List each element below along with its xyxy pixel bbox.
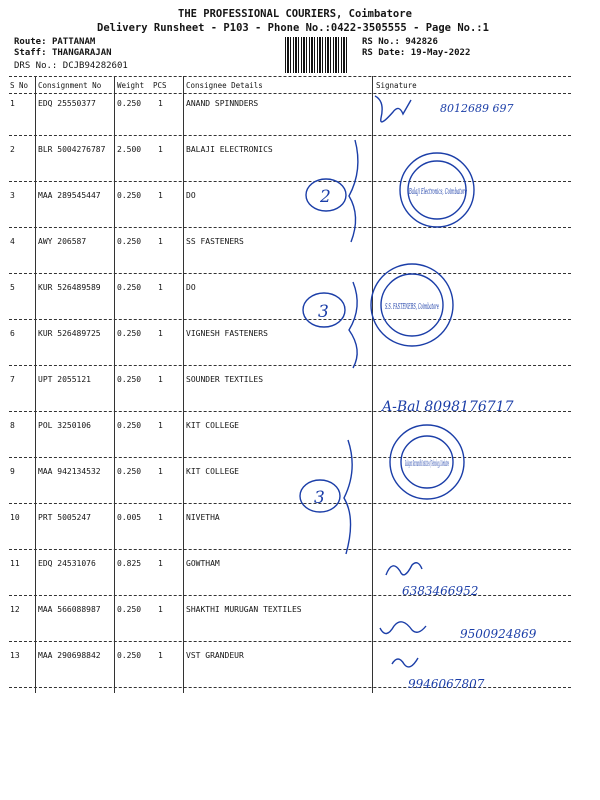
row-sno: 8 — [10, 421, 15, 430]
row-sno: 13 — [10, 651, 20, 660]
row-consignment: MAA 289545447 — [38, 191, 101, 200]
svg-text:Kalaignar Karunanidhi Institut: Kalaignar Karunanidhi Institute of Technology, Coimbatore — [404, 459, 450, 468]
circle-2-text: 2 — [320, 187, 331, 207]
row-weight: 0.250 — [117, 329, 142, 338]
row-consignee: DO — [186, 191, 196, 200]
row-pcs: 1 — [158, 513, 163, 522]
col-header-sno: S No — [10, 81, 29, 90]
circle-3b-text: 3 — [314, 488, 325, 508]
row-consignment: PRT 5005247 — [38, 513, 91, 522]
col-header-consignee: Consignee Details — [186, 81, 263, 90]
stamp-ss-fasteners — [371, 264, 453, 346]
row-consignment: EDQ 25550377 — [38, 99, 96, 108]
row-sno: 9 — [10, 467, 15, 476]
rs-date-value: 19-May-2022 — [410, 48, 471, 58]
row-sno: 6 — [10, 329, 15, 338]
row-consignment: UPT 2055121 — [38, 375, 91, 384]
row-pcs: 1 — [158, 191, 163, 200]
route-value: PATTANAM — [51, 37, 96, 47]
row-sno: 3 — [10, 191, 15, 200]
row-pcs: 1 — [158, 421, 163, 430]
handwritten-row12: 9500924869 — [460, 627, 537, 641]
drs-value: DCJB94282601 — [62, 61, 128, 71]
row-sno: 4 — [10, 237, 15, 246]
staff-label: Staff: — [14, 48, 47, 58]
handwritten-row1: 8012689 697 — [440, 102, 514, 115]
row-weight: 0.250 — [117, 651, 142, 660]
stamp-balaji-electronics — [400, 153, 474, 227]
row-weight: 0.250 — [117, 467, 142, 476]
row-weight: 0.250 — [117, 605, 142, 614]
row-pcs: 1 — [158, 237, 163, 246]
row-pcs: 1 — [158, 559, 163, 568]
row-consignee: DO — [186, 283, 196, 292]
row-consignment: MAA 942134532 — [38, 467, 101, 476]
signature-row13 — [392, 658, 418, 667]
row-consignee: SHAKTHI MURUGAN TEXTILES — [186, 605, 302, 614]
handwritten-row7: A-Bal 8098176717 — [382, 399, 514, 415]
row-weight: 0.825 — [117, 559, 142, 568]
route-label: Route: — [14, 37, 47, 47]
row-consignee: SS FASTENERS — [186, 237, 244, 246]
col-header-signature: Signature — [376, 81, 417, 90]
row-consignment: EDQ 24531076 — [38, 559, 96, 568]
bracket-rows-2-4 — [349, 140, 358, 242]
signature-row1 — [375, 96, 411, 122]
row-pcs: 1 — [158, 651, 163, 660]
row-consignee: KIT COLLEGE — [186, 467, 239, 476]
row-consignee: NIVETHA — [186, 513, 220, 522]
col-header-pcs: PCS — [153, 81, 167, 90]
row-consignment: POL 3250106 — [38, 421, 91, 430]
rs-no-label: RS No.: — [362, 37, 400, 47]
signature-row12 — [380, 622, 426, 634]
row-pcs: 1 — [158, 329, 163, 338]
rs-no-value: 942826 — [405, 37, 438, 47]
row-pcs: 1 — [158, 283, 163, 292]
col-header-weight: Weight — [117, 81, 145, 90]
row-sno: 2 — [10, 145, 15, 154]
circle-3a-text: 3 — [318, 302, 329, 322]
row-consignment: KUR 526489589 — [38, 283, 101, 292]
handwritten-row13: 9946067807 — [408, 677, 485, 691]
row-weight: 0.250 — [117, 421, 142, 430]
row-consignee: VIGNESH FASTENERS — [186, 329, 268, 338]
row-pcs: 1 — [158, 375, 163, 384]
row-pcs: 1 — [158, 467, 163, 476]
signature-row11 — [386, 563, 422, 575]
bracket-rows-5-6 — [349, 282, 357, 368]
row-consignee: VST GRANDEUR — [186, 651, 244, 660]
rs-date-label: RS Date: — [362, 48, 406, 58]
row-sno: 5 — [10, 283, 15, 292]
row-weight: 0.005 — [117, 513, 142, 522]
row-consignment: MAA 566088987 — [38, 605, 101, 614]
row-consignee: SOUNDER TEXTILES — [186, 375, 264, 384]
row-sno: 11 — [10, 559, 20, 568]
stamp-kit-college — [390, 425, 464, 499]
row-pcs: 1 — [158, 99, 163, 108]
row-sno: 12 — [10, 605, 20, 614]
row-consignment: BLR 5004276787 — [38, 145, 106, 154]
row-sno: 10 — [10, 513, 20, 522]
row-pcs: 1 — [158, 605, 163, 614]
row-consignee: BALAJI ELECTRONICS — [186, 145, 273, 154]
row-weight: 0.250 — [117, 99, 142, 108]
runsheet-subtitle: Delivery Runsheet - P103 - Phone No.:0422-3505555 - Page No.:1 — [97, 22, 489, 34]
row-consignment: MAA 290698842 — [38, 651, 101, 660]
row-sno: 7 — [10, 375, 15, 384]
handwritten-row11: 6383466952 — [402, 584, 479, 598]
staff-value: THANGARAJAN — [51, 48, 112, 58]
row-consignee: GOWTHAM — [186, 559, 220, 568]
drs-label: DRS No.: — [14, 61, 58, 71]
row-weight: 0.250 — [117, 237, 142, 246]
bracket-rows-8-10 — [344, 440, 352, 554]
row-consignment: AWY 206587 — [38, 237, 87, 246]
row-consignee: ANAND SPINNDERS — [186, 99, 259, 108]
svg-text:Balaji Electronics, Coimbatore: Balaji Electronics, Coimbatore — [408, 187, 468, 196]
row-consignee: KIT COLLEGE — [186, 421, 239, 430]
row-consignment: KUR 526489725 — [38, 329, 101, 338]
row-pcs: 1 — [158, 145, 163, 154]
company-title: THE PROFESSIONAL COURIERS, Coimbatore — [178, 8, 412, 20]
row-weight: 2.500 — [117, 145, 142, 154]
row-sno: 1 — [10, 99, 15, 108]
row-weight: 0.250 — [117, 191, 142, 200]
row-weight: 0.250 — [117, 283, 142, 292]
svg-text:S.S. FASTENERS, Coimbatore: S.S. FASTENERS, Coimbatore — [385, 302, 440, 311]
col-header-consignment: Consignment No — [38, 81, 102, 90]
row-weight: 0.250 — [117, 375, 142, 384]
